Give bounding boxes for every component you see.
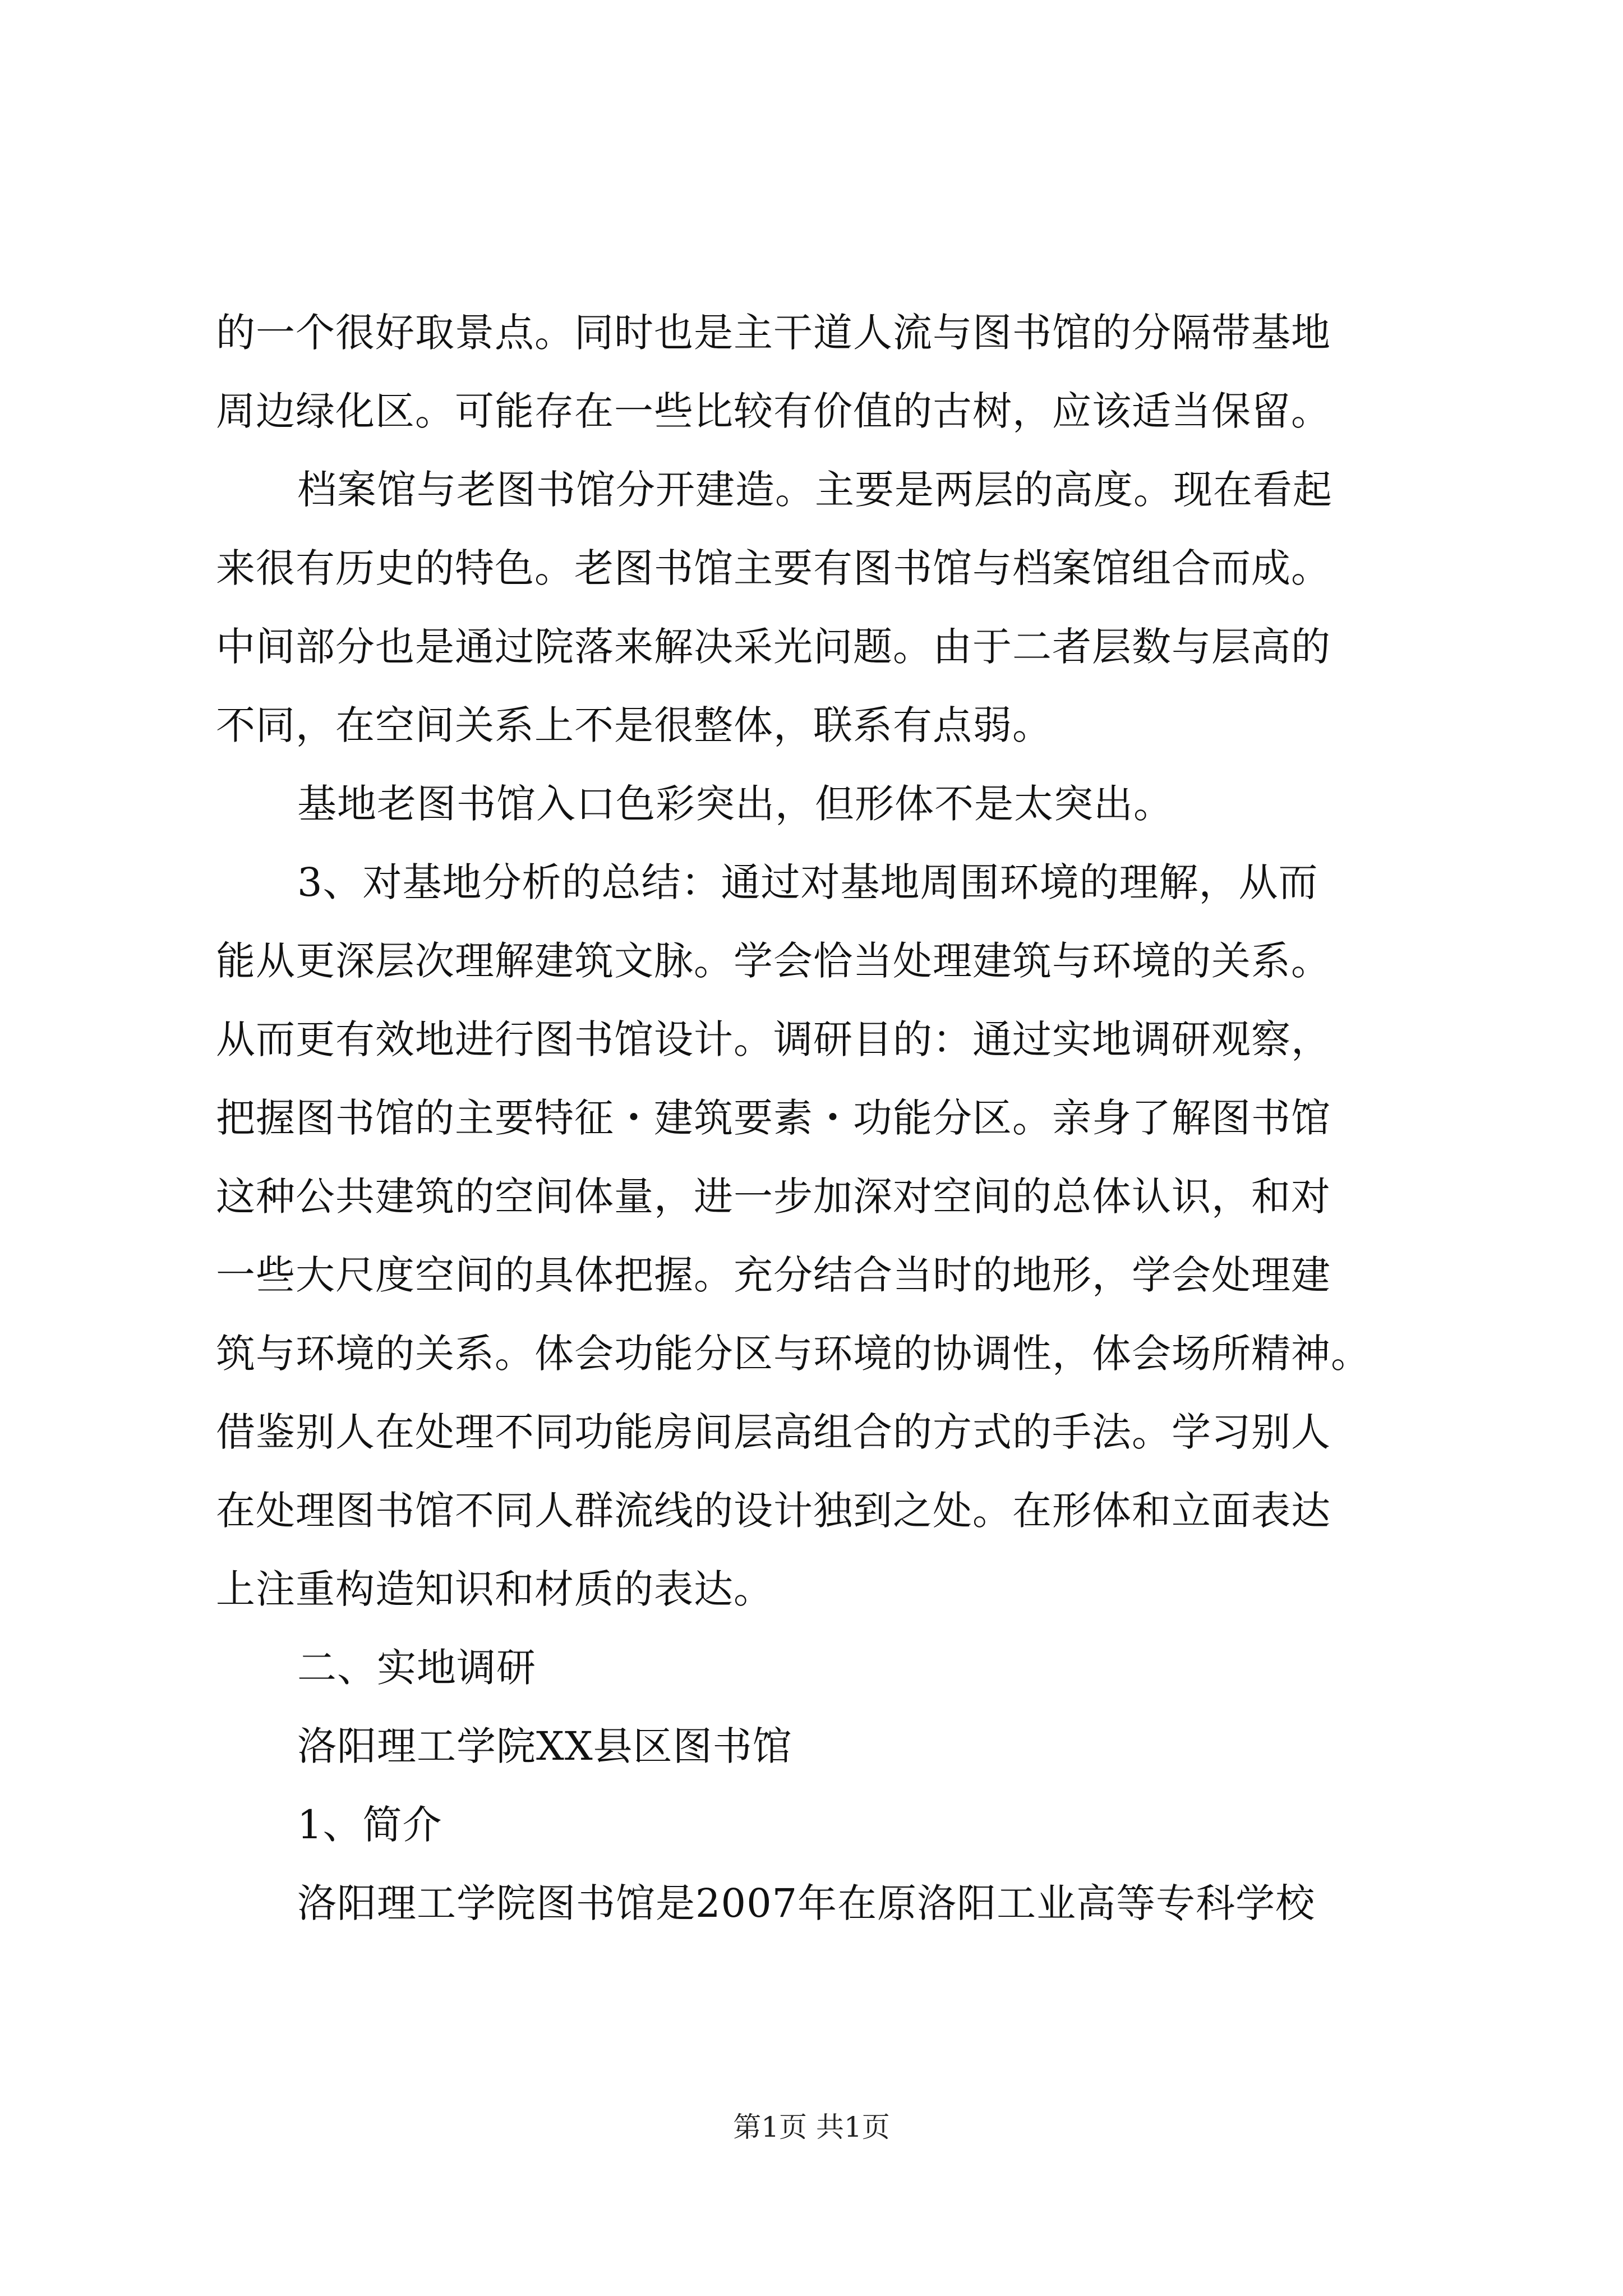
paragraph-line: 把握图书馆的主要特征・建筑要素・功能分区。亲身了解图书馆 — [216, 1095, 1331, 1141]
paragraph-line: 洛阳理工学院图书馆是2007年在原洛阳工业高等专科学校 — [297, 1880, 1316, 1926]
paragraph-line: 筑与环境的关系。体会功能分区与环境的协调性，体会场所精神。 — [216, 1331, 1371, 1377]
paragraph-line: 的一个很好取景点。同时也是主干道人流与图书馆的分隔带基地 — [216, 310, 1331, 356]
subsection-heading: 1、简介 — [297, 1802, 442, 1848]
paragraph-line: 中间部分也是通过院落来解决采光问题。由于二者层数与层高的 — [216, 624, 1331, 670]
paragraph-line: 周边绿化区。可能存在一些比较有价值的古树，应该适当保留。 — [216, 388, 1331, 434]
subsection-heading: 洛阳理工学院XX县区图书馆 — [297, 1723, 792, 1769]
paragraph-line: 一些大尺度空间的具体把握。充分结合当时的地形，学会处理建 — [216, 1252, 1331, 1298]
paragraph-line: 在处理图书馆不同人群流线的设计独到之处。在形体和立面表达 — [216, 1488, 1331, 1534]
paragraph-line: 基地老图书馆入口色彩突出，但形体不是太突出。 — [297, 781, 1173, 827]
paragraph-line: 这种公共建筑的空间体量，进一步加深对空间的总体认识，和对 — [216, 1174, 1331, 1220]
paragraph-line: 档案馆与老图书馆分开建造。主要是两层的高度。现在看起 — [297, 467, 1332, 513]
page-footer: 第1页 共1页 — [733, 2111, 890, 2143]
paragraph-line: 来很有历史的特色。老图书馆主要有图书馆与档案馆组合而成。 — [216, 545, 1331, 591]
paragraph-line: 从而更有效地进行图书馆设计。调研目的：通过实地调研观察， — [216, 1016, 1331, 1062]
paragraph-line: 能从更深层次理解建筑文脉。学会恰当处理建筑与环境的关系。 — [216, 938, 1331, 984]
paragraph-line: 3、对基地分析的总结：通过对基地周围环境的理解，从而 — [297, 859, 1318, 905]
paragraph-line: 上注重构造知识和材质的表达。 — [216, 1566, 773, 1612]
paragraph-line: 不同，在空间关系上不是很整体，联系有点弱。 — [216, 702, 1052, 748]
paragraph-line: 借鉴别人在处理不同功能房间层高组合的方式的手法。学习别人 — [216, 1409, 1331, 1455]
section-heading: 二、实地调研 — [297, 1645, 536, 1691]
